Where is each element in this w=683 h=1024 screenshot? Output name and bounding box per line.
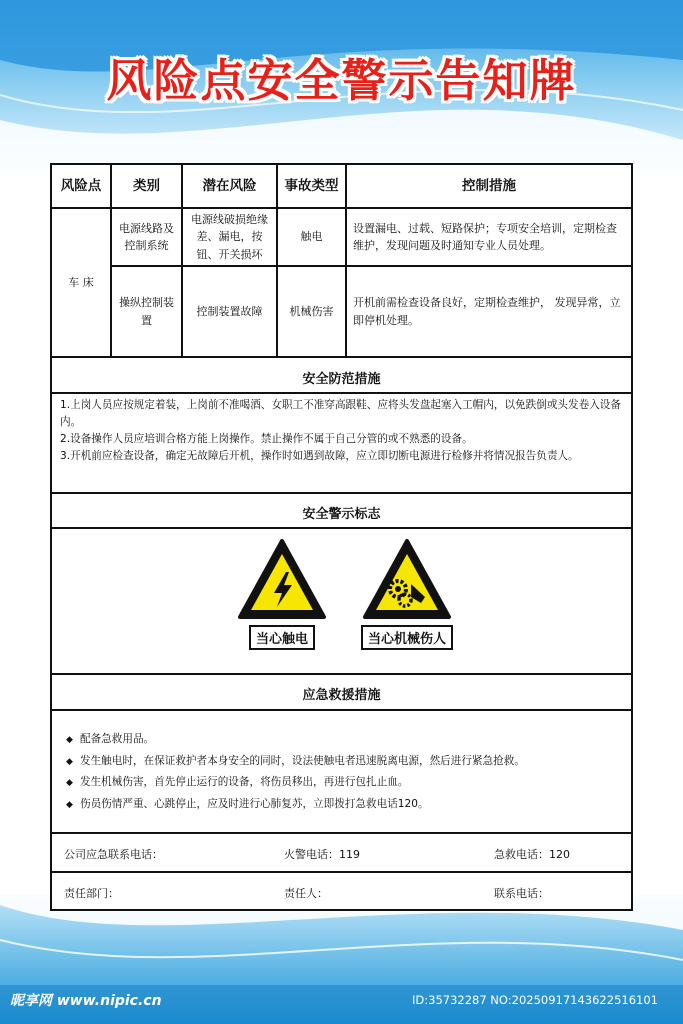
fire-phone: 火警电话：119 [284,848,360,861]
header-potential-risk: 潜在风险 [202,177,257,194]
watermark-id: ID:35732287 NO:20250917143622516101 [412,993,658,1007]
first-aid-phone: 急救电话：120 [494,848,570,861]
row1-risk: 电源线破损绝缘差、漏电，按钮、开关损坏 [191,213,268,261]
machinery-injury-warning-icon [361,537,453,621]
emergency-item: ◆ 伤员伤情严重、心跳停止，应及时进行心肺复苏，立即拨打急救电话120。 [66,797,429,810]
prevention-list [60,397,625,466]
emergency-item: ◆ 配备急救用品。 [66,733,155,745]
sign-electric-shock [232,537,332,650]
responsible-dept-label: 责任部门： [64,887,119,900]
header-risk-point: 风险点 [60,177,102,194]
page-title: 风险点安全警示告知牌 [106,54,577,107]
watermark-logo: 昵享网 www.nipic.cn [10,993,162,1009]
row2-control: 开机前需检查设备良好，定期检查维护， 发现异常，立即停机处理。 [353,296,621,327]
row2-risk: 控制装置故障 [196,304,263,318]
sign-label-machinery: 当心机械伤人 [361,625,453,650]
emergency-item: ◆ 发生触电时，在保证救护者本身安全的同时，设法使触电者迅速脱离电源，然后进行紧急抢救。 [66,754,525,767]
prevention-item: 2.设备操作人员应培训合格方能上岗操作。禁止操作不属于自己分管的或不熟悉的设备。 [60,433,473,446]
row2-category: 操纵控制装置 [119,296,174,327]
header-accident-type: 事故类型 [284,177,339,194]
header-category: 类别 [133,177,160,194]
emergency-title: 应急救援措施 [302,688,381,703]
header-control-measures: 控制措施 [462,177,516,194]
prevention-item: 3.开机前应检查设备，确定无故障后开机，操作时如遇到故障，应立即切断电源进行检修并将情况报告负责人。 [60,450,579,463]
emergency-list [66,731,626,818]
signs-title: 安全警示标志 [302,507,381,522]
emergency-item: ◆ 发生机械伤害，首先停止运行的设备，将伤员移出，再进行包扎止血。 [66,776,409,789]
electric-shock-warning-icon [236,537,328,621]
sign-label-electric: 当心触电 [249,625,315,650]
row1-accident: 触电 [300,230,323,244]
row1-category: 电源线路及控制系统 [119,221,174,252]
risk-point-cell: 车 床 [68,275,94,289]
prevention-title: 安全防范措施 [302,372,381,387]
company-contact-label: 公司应急联系电话： [64,848,163,861]
row1-control: 设置漏电、过载、短路保护；专项安全培训，定期检查维护，发现问题及时通知专业人员处理。 [353,221,617,252]
notice-board [50,163,633,911]
sign-machinery-injury [352,537,462,650]
prevention-item: 1.上岗人员应按规定着装，上岗前不准喝酒、女职工不准穿高跟鞋、应将头发盘起塞入工帽内，以免跌倒或头发卷入设备内。 [60,399,621,429]
contact-phone-label: 联系电话： [494,887,549,900]
responsible-person-label: 责任人： [284,887,328,900]
row2-accident: 机械伤害 [289,304,334,318]
